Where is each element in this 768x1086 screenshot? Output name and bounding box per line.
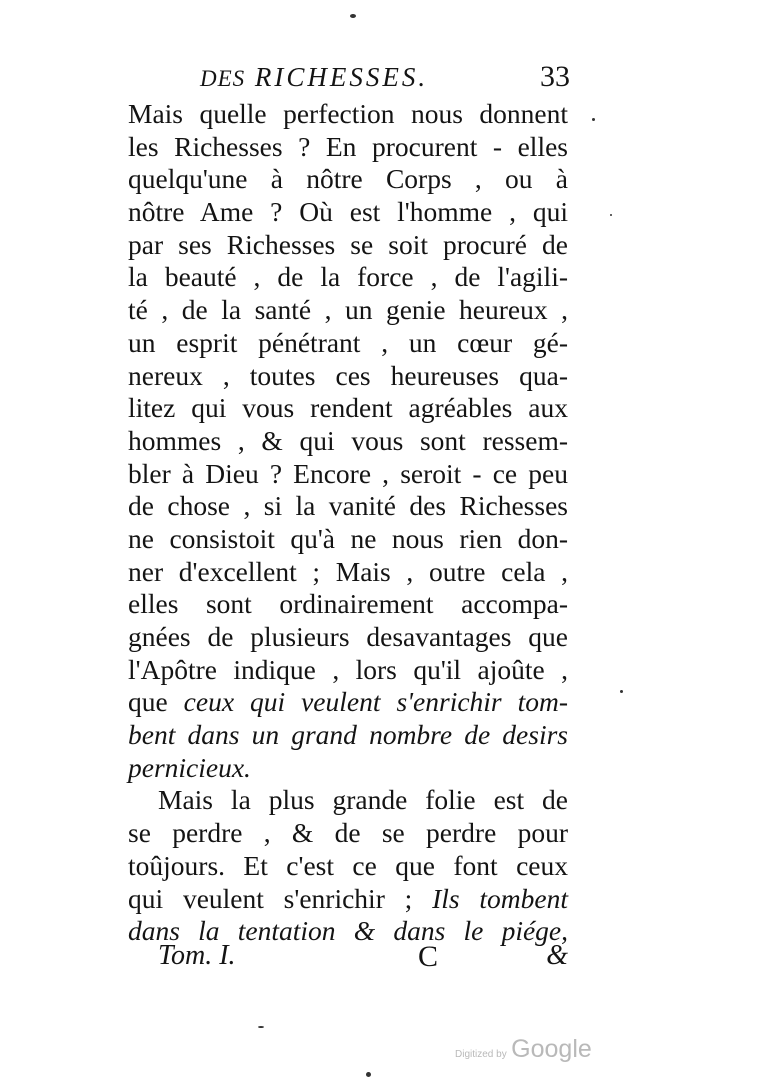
text-line: litez qui vous rendent agréables aux: [128, 392, 568, 424]
text-line: gnées de plusieurs desavantages que: [128, 621, 568, 652]
google-logo: Google: [511, 1035, 592, 1063]
scan-speck: [258, 1026, 264, 1028]
text-line: ne consistoit qu'à ne nous rien don-: [128, 522, 568, 554]
text-line: les Richesses ? En procurent - elles: [128, 130, 568, 162]
text-line: elles sont ordinairement accompa-: [128, 588, 568, 620]
catchword: &: [546, 940, 568, 971]
text-line: Mais quelle perfection nous donnent: [128, 98, 568, 129]
running-title: [200, 62, 428, 93]
text-line: ner d'excellent ; Mais , outre cela ,: [128, 555, 568, 587]
text-line: se perdre , & de se perdre pour: [128, 817, 568, 849]
text-line: [128, 883, 568, 916]
quote-line: pernicieux.: [128, 751, 251, 783]
text-line: de chose , si la vanité des Richesses: [128, 490, 568, 522]
quote-text: Ils tombent: [432, 882, 568, 914]
text-line: quelqu'une à nôtre Corps , ou à: [128, 163, 568, 195]
watermark-prefix: Digitized by: [455, 1049, 507, 1060]
quote-line: dans la tentation & dans le piége,: [128, 915, 568, 947]
body-text: [128, 98, 568, 948]
page-number: 33: [540, 60, 570, 93]
scan-speck: [366, 1072, 371, 1077]
volume-mark: Tom. I.: [158, 940, 236, 971]
text-line: nôtre Ame ? Où est l'homme , qui: [128, 196, 568, 228]
quote-lead-in: que: [128, 686, 184, 718]
text-run: qui veulent s'enrichir ;: [128, 882, 433, 914]
scan-speck: [610, 214, 612, 216]
text-line: toûjours. Et c'est ce que font ceux: [128, 849, 568, 881]
text-line: nereux , toutes ces heureuses qua-: [128, 359, 568, 391]
scan-speck: [350, 14, 356, 18]
running-title-main: RICHESSES.: [254, 62, 429, 92]
scan-speck: [592, 118, 595, 121]
text-line: la beauté , de la force , de l'agili-: [128, 261, 568, 293]
signature-mark: C: [418, 940, 439, 973]
scan-speck: [620, 690, 623, 693]
quote-line: [128, 686, 568, 719]
text-line: l'Apôtre indique , lors qu'il ajoûte ,: [128, 653, 568, 685]
running-title-prefix: DES: [200, 66, 246, 91]
running-header: [200, 60, 570, 100]
page-footer: [128, 940, 568, 976]
digitized-watermark: [455, 1035, 592, 1064]
text-line: té , de la santé , un genie heureux ,: [128, 294, 568, 326]
text-line: bler à Dieu ? Encore , seroit - ce peu: [128, 457, 568, 489]
text-line: un esprit pénétrant , un cœur gé-: [128, 326, 568, 358]
text-line: hommes , & qui vous sont ressem-: [128, 424, 568, 456]
quote-text: ceux qui veulent s'enrichir tom-: [183, 686, 568, 718]
text-line: par ses Richesses se soit procuré de: [128, 228, 568, 260]
text-line: Mais la plus grande folie est de: [158, 784, 568, 816]
quote-line: bent dans un grand nombre de desirs: [128, 719, 568, 751]
